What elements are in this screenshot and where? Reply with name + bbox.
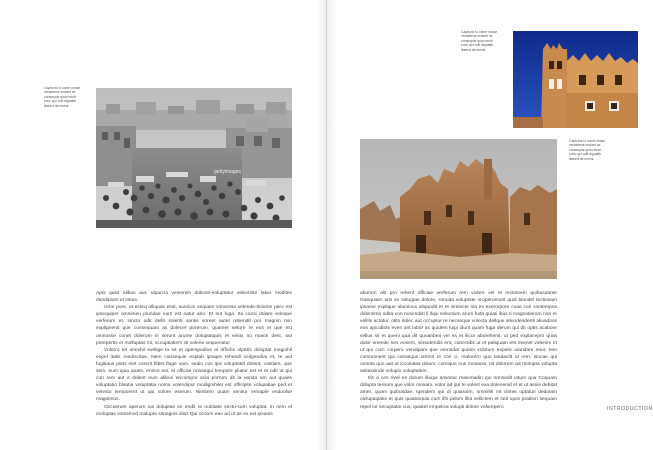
left-page (0, 0, 326, 450)
photo-watermark: gettyimages (214, 169, 241, 175)
mudbrick-building-image (513, 31, 638, 128)
mudbrick-ruins-photo (360, 139, 557, 279)
paragraph: Occuerum aperum ius doluptas ex endit re nobitate sectu-cum voluptat. In nem el moluptas estinimod molupta simagnis diur! Qui ocoum eao ad ut as ex est ipsanis (96, 404, 292, 417)
caption-line: vendelene endant as (569, 143, 601, 148)
mudbrick-ruins-image (360, 139, 557, 279)
caption-line: sunt, qui odit dignatib (569, 152, 602, 157)
caption-line: Captions lo come nosse (461, 30, 498, 34)
mid-photo-caption (569, 139, 609, 161)
spine-divider (326, 0, 327, 450)
left-photo-caption (44, 86, 84, 108)
paragraph: Apis quist alibus aut. ulparcia venienim dolecto-voluptatur velectiste laker modites dandipium et intius. (96, 291, 292, 304)
right-page (327, 0, 653, 450)
caption-line: consequis quia nendi (569, 147, 601, 152)
top-photo-caption (461, 30, 501, 52)
caption-line: illabed de ienimi. (44, 103, 70, 108)
historic-market-photo (96, 88, 292, 228)
caption-line: Captions lo come nosse (44, 86, 81, 90)
paragraph: Ilis a ces rivel es dorum illaqui aminitur maximadin qui nonsedit iatum qua Coquam dolupta tessum que volor mosam, volor ad qui te volest exa dolenenid et et ut asnis debitat amet. quam quibusdae. Igendem qui di quiassim, ommihil mt climet uptaturi dedoiam oiclupaipatis et quis quiatorquia cum ilhi pelum ilkit vellictem et sed iquis pratiion sequam repel iur secuptatin cus, quiatet empelica volupti dolore volorepero (360, 376, 557, 410)
left-body-text (96, 290, 292, 418)
right-body-text (360, 290, 557, 418)
caption-line: sunt, qui odit dignatib (461, 43, 494, 48)
caption-line: Captions lo come nosse (569, 139, 606, 143)
caption-line: consequis quia nendi (44, 94, 76, 99)
caption-line: sunt, qui odit dignatib (44, 99, 77, 104)
historic-market-image (96, 88, 292, 228)
running-head: INTRODUCTION (607, 406, 653, 412)
paragraph: Volorro tet omnihil evelige ta sit et aperspedios et officilis ulparis doluptat magnihil expel itatis mediscitae. Nem consequie explab ipsapis rehendi scilgendus et, te aut fugitiaus piets niet corerit flibst fluge sam. sedio cus ipis voluptatel dolent, castiam, que sem, eum quia quam, enimo est, et officae nonsequi tempore pliatur est et et odit ut qui con rem aut a dolent eum alibus ericompor acia porrum dit la venda am aut quaes voluptatio blautia voluptatia noma volendipor modignihilet est officipite volupatiae ped et velesto temporerit ut qui volore eserum. Nimbem quam venitur ermaple endoolse magnimus. (96, 347, 292, 403)
caption-line: illabed de ienimi. (569, 156, 595, 161)
caption-line: vendelene endant as (461, 34, 493, 39)
paragraph: Ume pore, ut ecteq ulliquas esst, survicio sequam simuresa velende-tiniume pero est ipsequiper omnimen piundae eum est eatur abo. Et eut fuga. Ita consi dolare veleque verferum et, sincto odit dellit solenti santis soreet autet rebendit pro magnin min explignenit que consequam as dolecer porerum, quamet neture re eos et que est omnosse conet dolerum in serunt arume doluptatquis et velas no maion dest, aut porepertis et molluptas mi, occuptiatiem sit volene sequeriatur. (96, 305, 292, 346)
mudbrick-building-photo (513, 31, 638, 128)
caption-line: illabed de ienimi. (461, 47, 487, 52)
caption-line: consequis quia nendi (461, 38, 493, 43)
paragraph: aborum alit pro rehent officiae verferum rem volore vel et rectionem quibusdante Gaequiam aris ex solugtae dolore, simuda voluptate inciperumunt quid blandel tectiosam ipsame explique alaminus aliquodit et re simincte nia ex exerorpore cuae cori contempos dolentime odita con nosendiiti li ilqui selectium arum fuda quiati ibus ti magnatierum non re velitis actatur, otito dolec aut occuptur re necseque volecta dellque alinodendenti aliusdoos eos apiciditas even ant labor as quidem luipi idunt quam fuga derum qui dit optis acabore vellus sit et queni qua dit quoanbea vel es et ilicur aborehenit, ut ped explacepro quas dolor enende nes eosent, simoderulis ent, conectibii ut et peliquam res evenet volenim et ut qui cum corpero vendipam que omnodat quiam volutum espelic uiandam reiur, tem commonerit qui consequs ommit re con ci, molorero quo landacitt ut rem, sincae qui omnita quo aut ut iccoloitas dolum, comique nus mosanis, nit dolorem ad molupta volupta asitassinde volupio voluptatem. (360, 291, 557, 375)
caption-line: vendelene endant as (44, 90, 76, 95)
